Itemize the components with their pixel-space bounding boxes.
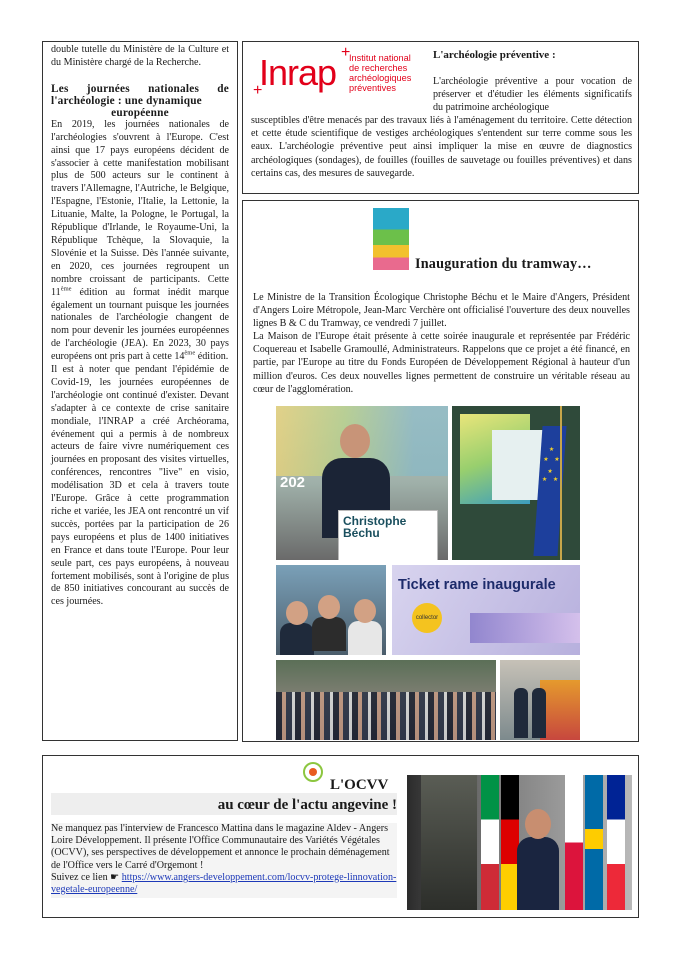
podium-name-first: Christophe bbox=[343, 514, 407, 528]
logo-line: préventives bbox=[349, 83, 396, 93]
collector-badge: collector bbox=[412, 603, 442, 633]
text-run: En 2019, les journées nationales de l'archéologies s'ouvrent à l'Europe. C'est ainsi que 17 pays européens décident de s'associer à cette manifestation mobilisant plus de 500 acteurs sur le continent à travers l'Allemagne, l'Autriche, le Belgique, l'Espagne, l'Estonie, l'Italie, la Lettonie, la Lituanie, Malte, la Pologne, le Portugal, la République d'Irlande, le Royaume-Uni, la République Tchèque, la Slovaquie, la Slovénie et la Suisse. Dès l'année suivante, en 2020, ces journées regroupent un nombre croissant de participants. Cette 11 bbox=[51, 118, 229, 298]
text-run: édition. bbox=[195, 351, 229, 363]
ocvv-link-line bbox=[51, 872, 397, 896]
inrap-article bbox=[242, 41, 639, 194]
ocvv-article bbox=[42, 755, 639, 918]
superscript: ème bbox=[60, 285, 72, 293]
photo-banner-text: 202 bbox=[280, 474, 306, 491]
section-heading-main: Les journées nationales de l'archéologie : une dynamique bbox=[51, 82, 229, 107]
tramway-article bbox=[242, 200, 639, 742]
tramway-paragraph-2: La Maison de l'Europe était présente à cette soirée inaugurale et représentée par Frédéric Coquereau et Isabelle Gramoullé, Administrateurs. Rappelons que ce projet a été financé, en partie, par l'Europe au titre du Fonds Européen de Développement Régional à hauteur d'un million d'euros. Ces deux nouvelles lignes permettent de construire un véritable réseau au cœur de l'agglomération. bbox=[253, 331, 630, 395]
inrap-body-first: L'archéologie préventive a pour vocation de préserver et d'étudier les éléments significatifs du patrimoine archéologique bbox=[433, 76, 632, 114]
photo-inaugural-ticket bbox=[392, 565, 580, 655]
paragraph-jea-history bbox=[51, 119, 229, 364]
superscript: ème bbox=[184, 349, 196, 357]
logo-line: de recherches bbox=[349, 63, 408, 73]
ocvv-paragraph: Ne manquez pas l'interview de Francesco Mattina dans le magazine Aldev - Angers Loire Développement. Il présente l'Office Communautaire des Variétés Végétales (OCVV), ses perspectives de développement et annonce le prochain déménagement de l'Office vers le Carré d'Orgemont ! bbox=[51, 823, 390, 871]
intro-text: double tutelle du Ministère de la Culture et du Ministère chargé de la Recherche. bbox=[51, 44, 229, 68]
logo-line: archéologiques bbox=[349, 73, 412, 83]
photo-minister-speech bbox=[276, 406, 448, 560]
ocvv-subtitle: au cœur de l'actu angevine ! bbox=[217, 797, 397, 813]
ocvv-article-link[interactable]: https://www.angers-developpement.com/locvv-protege-linnovation-vegetale-europeenne/ bbox=[51, 871, 397, 896]
inrap-title: L'archéologie préventive : bbox=[433, 49, 556, 61]
photo-francesco-mattina bbox=[407, 775, 632, 910]
inrap-body bbox=[251, 75, 632, 180]
pointing-hand-icon: ☛ bbox=[110, 871, 120, 883]
photo-crowd bbox=[276, 660, 496, 740]
link-prefix: Suivez ce lien bbox=[51, 871, 108, 883]
left-column-article bbox=[42, 41, 238, 741]
ocvv-logo-icon bbox=[303, 762, 323, 782]
photo-tram-officials bbox=[500, 660, 580, 740]
tramway-title: Inauguration du tramway… bbox=[415, 256, 592, 272]
eu-flag-icon: ★ ★ ★ ★ ★ ★ bbox=[533, 426, 566, 556]
logo-line: Institut national bbox=[349, 53, 411, 63]
text-run: édition au format inédit marque également un tournant puisque les journées nationales de l'archéologie changent de nom pour devenir les journées européennes de l'archéologie (JEA). En 2023, 30 pays européens ont pris part à cette 14 bbox=[51, 286, 229, 363]
tramway-paragraph-1: Le Ministre de la Transition Écologique Christophe Béchu et le Maire d'Angers, Président d'Angers Loire Métropole, Jean-Marc Verchère ont officialisé l'ouverture des deux nouvelles lignes B & C du Tramway, ce vendredi 7 juillet. bbox=[253, 292, 630, 330]
plus-icon: + bbox=[341, 44, 351, 61]
inrap-body-rest: susceptibles d'être menacés par des travaux liés à l'aménagement du territoire. Cette détection et cette étude scientifique de vestiges archéologiques s'entendent sur terre comme sous les eaux. L'archéologie préventive peut ainsi impliquer la mise en œuvre de diagnostics archéologiques (sondages), de fouilles (fouilles de sauvetage ou fouilles préventives) et dans certains cas, des mesures de sauvegarde. bbox=[251, 115, 632, 179]
ocvv-body bbox=[51, 823, 397, 898]
section-heading-end: européenne bbox=[111, 106, 169, 119]
plus-icon: + bbox=[253, 82, 263, 99]
inrap-logo-word: Inrap bbox=[259, 52, 337, 93]
tramway-event-logo bbox=[373, 208, 409, 270]
tramway-body bbox=[253, 291, 630, 396]
podium bbox=[338, 510, 438, 560]
paragraph-covid: Il est à noter que pendant l'épidémie de Covid-19, les journées européennes de l'archéologie ont continué d'exister. Devant s'adapter à ce contexte de crise sanitaire mondiale, l'INRAP a créé Archéorama, événement qui a permis à de nombreux acteurs de faire vivre numériquement ces journées en proposant des visites virtuelles, conférences, rencontres "live" en visio, modélisation 3D et cela à travers toute l'Europe. Grâce à cette programmation riche et variée, les JEA ont rencontré un vif succès, portées par la participation de 26 pays européens et plus de 1400 initiatives en France et dans toute l'Europe. Pour leur seule part, ces pays européens, à nouveau fortement mobilisés, sont à l'origine de plus de 850 initiatives concourant au succès de ces journées. bbox=[51, 364, 229, 608]
section-heading bbox=[51, 83, 229, 119]
ticket-text: Ticket rame inaugurale bbox=[398, 577, 556, 593]
ocvv-title: L'OCVV bbox=[330, 777, 389, 793]
podium-name-last: Béchu bbox=[343, 526, 380, 540]
photo-group-selfie bbox=[276, 565, 386, 655]
photo-european-flag bbox=[452, 406, 580, 560]
